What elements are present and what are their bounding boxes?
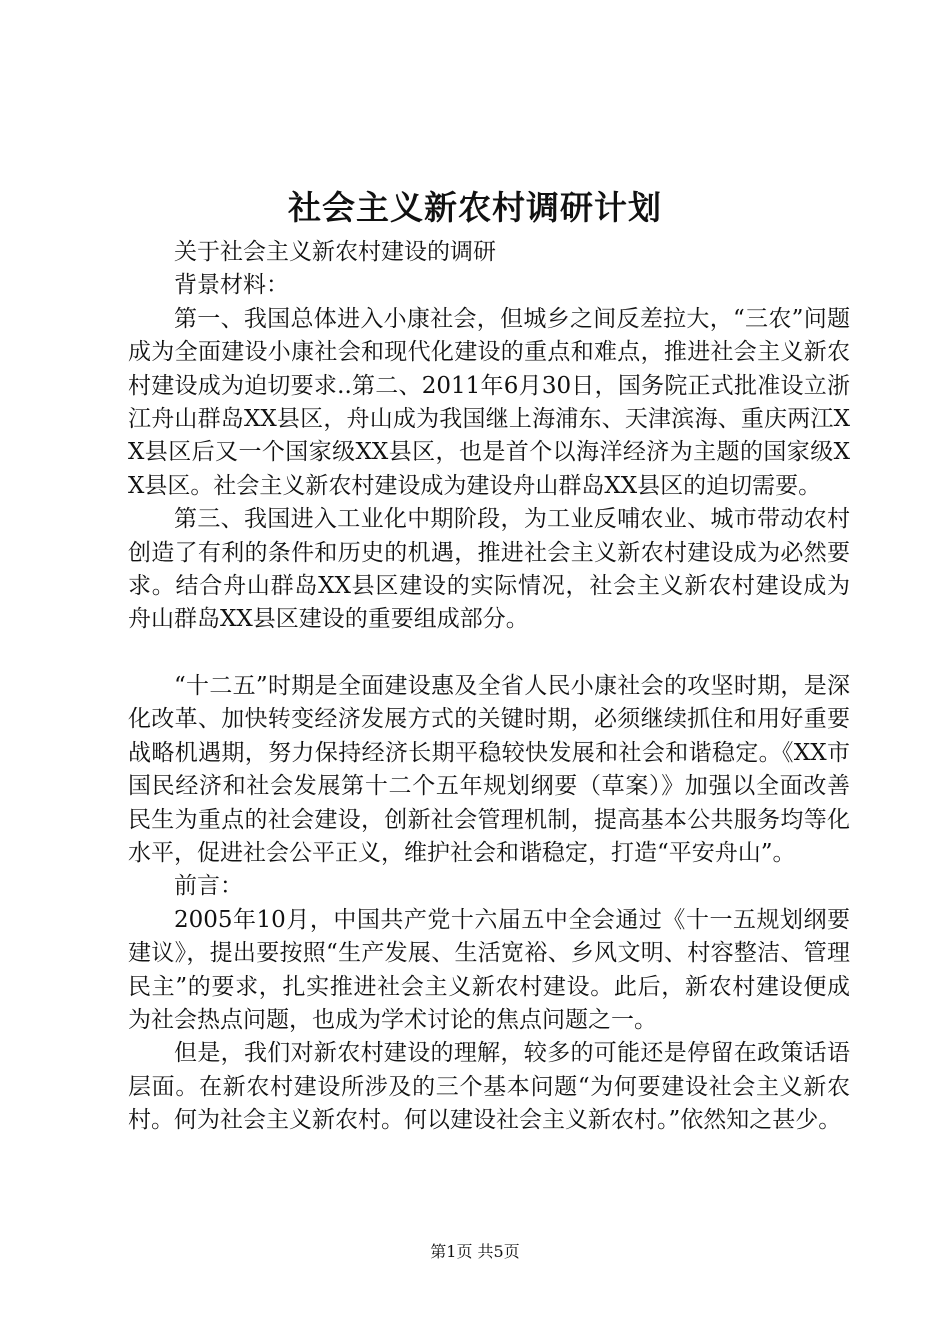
- page-number: 第1页 共5页: [430, 1242, 520, 1261]
- paragraph-subject: 关于社会主义新农村建设的调研: [174, 239, 496, 265]
- document-body: [128, 236, 850, 1138]
- paragraph-preface-2: 但是，我们对新农村建设的理解，较多的可能还是停留在政策话语层面。在新农村建设所涉及的三个基本问题“为何要建设社会主义新农村。何为社会主义新农村。何以建设社会主义新农村。”依然知之甚少。: [128, 1040, 850, 1134]
- paragraph-background-2: 第三、我国进入工业化中期阶段，为工业反哺农业、城市带动农村创造了有利的条件和历史的机遇，推进社会主义新农村建设成为必然要求。结合舟山群岛XX县区建设的实际情况，社会主义新农村建设成为舟山群岛XX县区建设的重要组成部分。: [128, 506, 850, 633]
- document-title: 社会主义新农村调研计划: [288, 188, 662, 227]
- paragraph-twelfth-five-year: “十二五”时期是全面建设惠及全省人民小康社会的攻坚时期，是深化改革、加快转变经济发展方式的关键时期，必须继续抓住和用好重要战略机遇期，努力保持经济长期平稳较快发展和社会和谐稳定。《XX市国民经济和社会发展第十二个五年规划纲要（草案）》加强以全面改善民生为重点的社会建设，创新社会管理机制，提高基本公共服务均等化水平，促进社会公平正义，维护社会和谐稳定，打造“平安舟山”。: [128, 672, 850, 866]
- paragraph-background-1: 第一、我国总体进入小康社会，但城乡之间反差拉大，“三农”问题成为全面建设小康社会和现代化建设的重点和难点，推进社会主义新农村建设成为迫切要求..第二、2011年6月30日，国务院正式批准设立浙江舟山群岛XX县区，舟山成为我国继上海浦东、天津滨海、重庆两江XX县区后又一个国家级XX县区，也是首个以海洋经济为主题的国家级XX县区。社会主义新农村建设成为建设舟山群岛XX县区的迫切需要。: [128, 305, 850, 499]
- paragraph-preface-heading: 前言：: [174, 873, 243, 900]
- paragraph-preface-1: 2005年10月，中国共产党十六届五中全会通过《十一五规划纲要建议》，提出要按照“生产发展、生活宽裕、乡风文明、村容整洁、管理民主”的要求，扎实推进社会主义新农村建设。此后，新农村建设便成为社会热点问题，也成为学术讨论的焦点问题之一。: [128, 906, 850, 1033]
- paragraph-background-heading: 背景材料：: [174, 272, 289, 299]
